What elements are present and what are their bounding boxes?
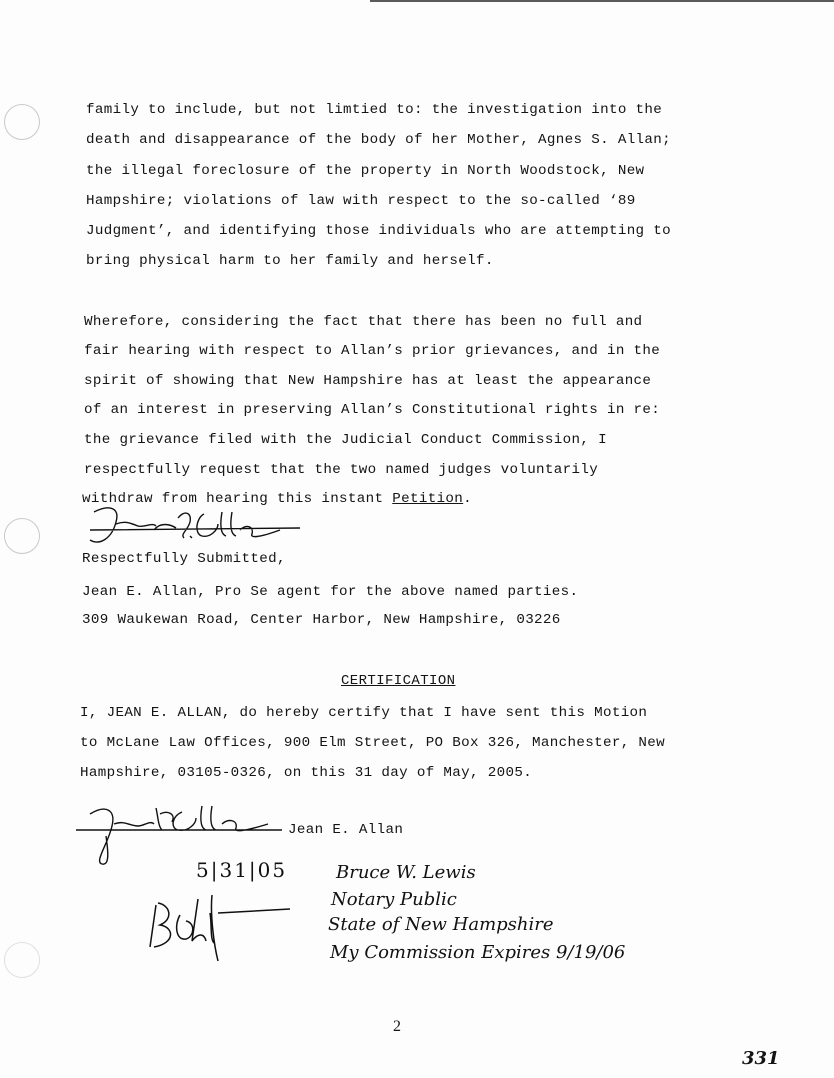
hole-punch-mark bbox=[4, 942, 40, 978]
notary-date: 5|31|05 bbox=[196, 858, 288, 882]
paragraph-line: fair hearing with respect to Allan’s prior grievances, and in the bbox=[84, 343, 661, 359]
paragraph-line: the grievance filed with the Judicial Conduct Commission, I bbox=[84, 432, 607, 448]
paragraph-line: spirit of showing that New Hampshire has at least the appearance bbox=[84, 373, 652, 389]
notary-commission-expires: My Commission Expires 9/19/06 bbox=[330, 942, 626, 963]
paragraph-line: Judgment’, and identifying those individuals who are attempting to bbox=[86, 223, 672, 239]
address-line: 309 Waukewan Road, Center Harbor, New Hampshire, 03226 bbox=[82, 612, 561, 628]
hole-punch-mark bbox=[4, 104, 40, 140]
last-line-prefix: withdraw from hearing this instant bbox=[82, 491, 393, 507]
paragraph-line: death and disappearance of the body of her Mother, Agnes S. Allan; bbox=[86, 132, 672, 148]
notary-state: State of New Hampshire bbox=[328, 914, 554, 935]
notary-signature bbox=[140, 885, 300, 965]
page-number: 2 bbox=[393, 1018, 401, 1035]
certification-heading: CERTIFICATION bbox=[341, 673, 456, 689]
respectfully-submitted: Respectfully Submitted, bbox=[82, 551, 286, 567]
certification-line: I, JEAN E. ALLAN, do hereby certify that I have sent this Motion bbox=[80, 705, 648, 721]
bates-stamp: 331 bbox=[742, 1048, 780, 1069]
paragraph-line: respectfully request that the two named judges voluntarily bbox=[84, 462, 599, 478]
notary-name: Bruce W. Lewis bbox=[336, 862, 476, 883]
paragraph-line: Wherefore, considering the fact that there has been no full and bbox=[84, 314, 643, 330]
paragraph-line: of an interest in preserving Allan’s Constitutional rights in re: bbox=[84, 402, 661, 418]
agent-line: Jean E. Allan, Pro Se agent for the above named parties. bbox=[82, 584, 579, 600]
paragraph-line: the illegal foreclosure of the property in North Woodstock, New bbox=[86, 163, 645, 179]
certification-line: Hampshire, 03105-0326, on this 31 day of May, 2005. bbox=[80, 765, 533, 781]
paragraph-line: bring physical harm to her family and herself. bbox=[86, 253, 494, 269]
hole-punch-mark bbox=[4, 518, 40, 554]
certification-signer-name: Jean E. Allan bbox=[288, 822, 404, 838]
top-edge-rule bbox=[370, 0, 834, 2]
notary-title: Notary Public bbox=[331, 889, 457, 910]
petition-underlined: Petition bbox=[392, 491, 464, 507]
last-line-suffix: . bbox=[463, 491, 473, 507]
paragraph-line: Hampshire; violations of law with respect to the so-called ‘89 bbox=[86, 193, 636, 209]
certification-line: to McLane Law Offices, 900 Elm Street, PO Box 326, Manchester, New bbox=[80, 735, 666, 751]
paragraph-line: family to include, but not limtied to: the investigation into the bbox=[86, 102, 663, 118]
